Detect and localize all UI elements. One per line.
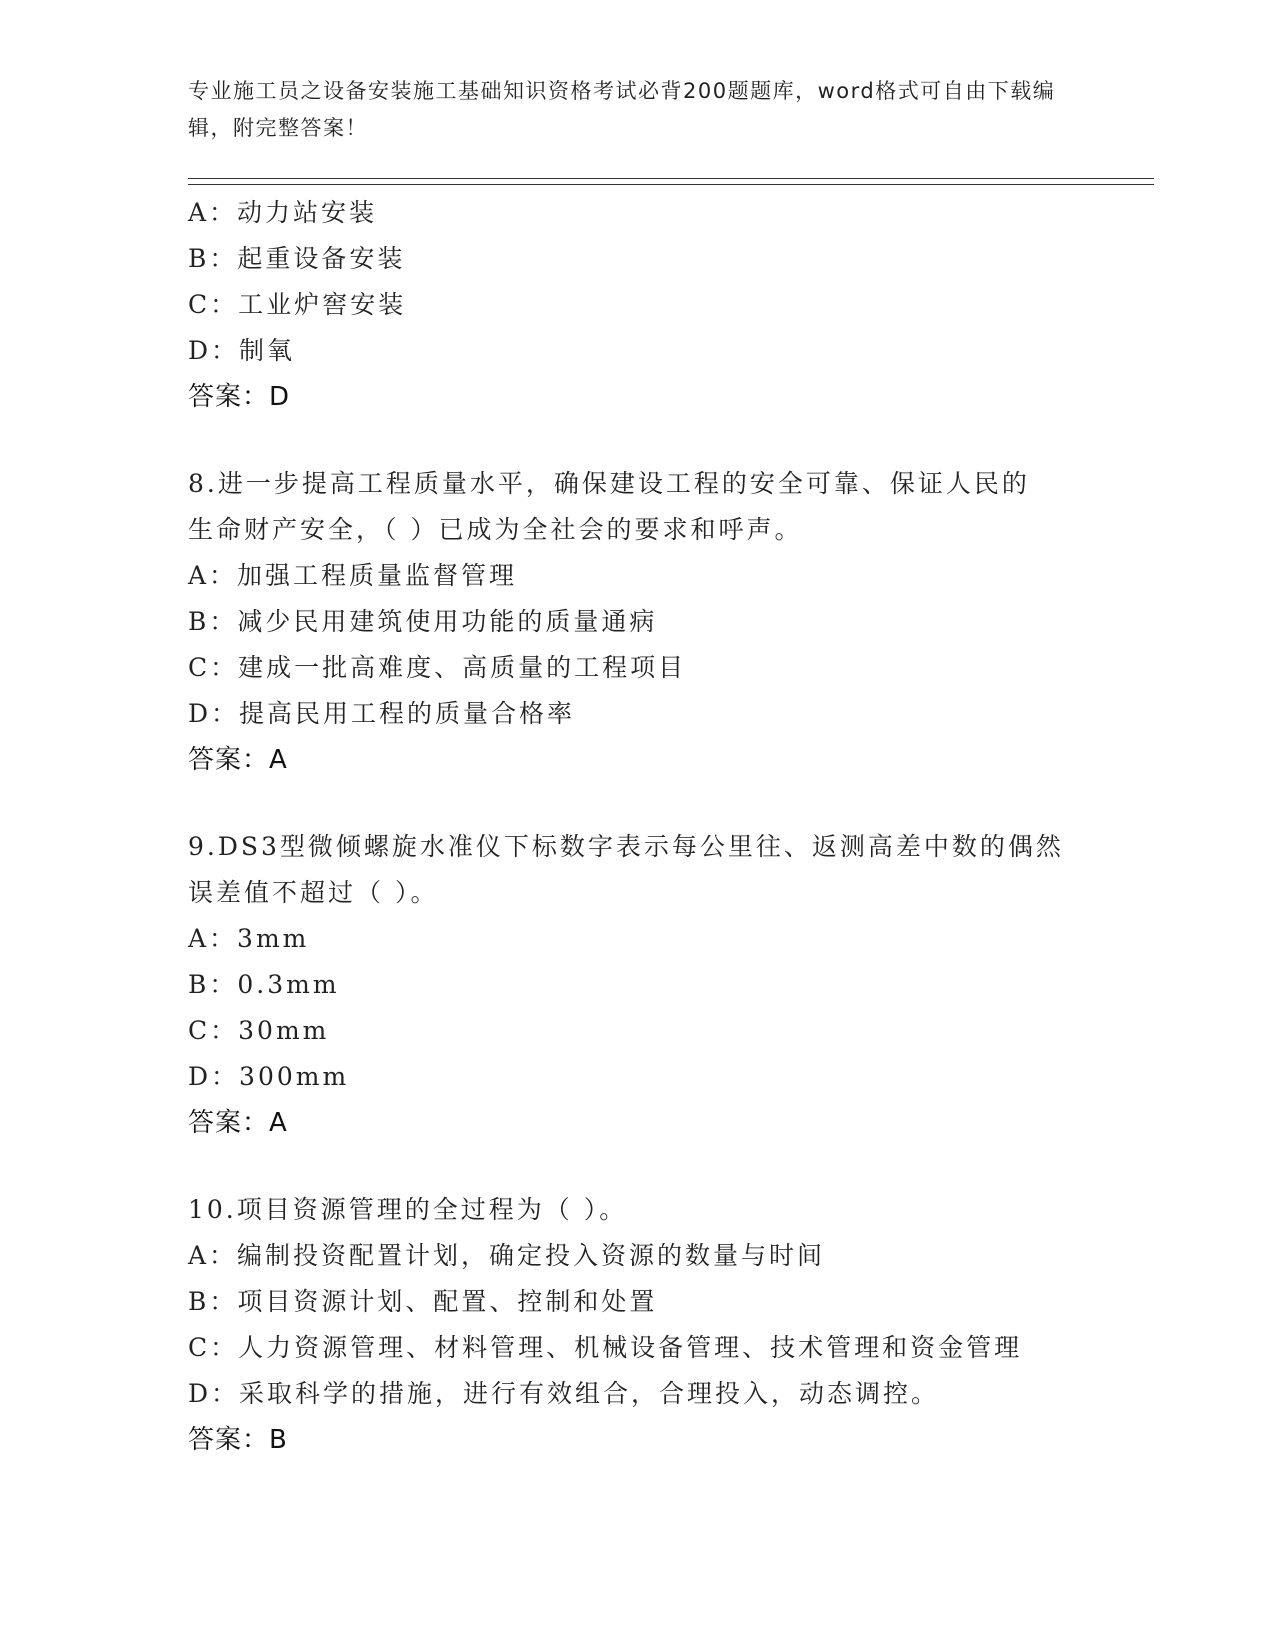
document-header: 专业施工员之设备安装施工基础知识资格考试必背200题题库，word格式可自由下载编辑，附完整答案！ xyxy=(188,79,1056,140)
option-c: C：30mm xyxy=(188,1016,330,1045)
question-stem-continued: 误差值不超过（ ）。 xyxy=(188,878,439,907)
spacer xyxy=(188,1146,1148,1187)
option-c: C：人力资源管理、材料管理、机械设备管理、技术管理和资金管理 xyxy=(188,1333,1023,1362)
answer-line: 答案：A xyxy=(188,745,288,775)
question-stem: 10.项目资源管理的全过程为（ ）。 xyxy=(188,1195,628,1224)
question-stem: 8.进一步提高工程质量水平，确保建设工程的安全可靠、保证人民的 xyxy=(188,469,1030,498)
option-d: D：300mm xyxy=(188,1062,350,1091)
option-a: A：编制投资配置计划，确定投入资源的数量与时间 xyxy=(188,1241,826,1270)
option-d: D：制氧 xyxy=(188,336,296,365)
question-stem-continued: 生命财产安全，（ ）已成为全社会的要求和呼声。 xyxy=(188,515,803,544)
question-9 xyxy=(188,824,1148,1146)
option-a: A：3mm xyxy=(188,924,310,953)
option-c: C：建成一批高难度、高质量的工程项目 xyxy=(188,653,687,682)
spacer xyxy=(188,420,1148,461)
answer-line: 答案：D xyxy=(188,382,291,412)
option-b: B：项目资源计划、配置、控制和处置 xyxy=(188,1287,658,1316)
option-b: B：减少民用建筑使用功能的质量通病 xyxy=(188,607,658,636)
option-b: B：起重设备安装 xyxy=(188,244,406,273)
header-rule-top xyxy=(188,178,1154,179)
answer-line: 答案：B xyxy=(188,1425,288,1455)
header-rule-bottom xyxy=(188,184,1154,185)
option-a: A：动力站安装 xyxy=(188,198,378,227)
answer-line: 答案：A xyxy=(188,1108,288,1138)
spacer xyxy=(188,783,1148,824)
option-b: B：0.3mm xyxy=(188,970,340,999)
question-8 xyxy=(188,461,1148,783)
question-list xyxy=(188,190,1148,1463)
option-d: D：提高民用工程的质量合格率 xyxy=(188,699,576,728)
question-10 xyxy=(188,1187,1148,1463)
option-c: C：工业炉窖安装 xyxy=(188,290,407,319)
question-7 xyxy=(188,190,1148,420)
option-a: A：加强工程质量监督管理 xyxy=(188,561,518,590)
option-d: D：采取科学的措施，进行有效组合，合理投入，动态调控。 xyxy=(188,1379,940,1408)
question-stem: 9.DS3型微倾螺旋水准仪下标数字表示每公里往、返测高差中数的偶然 xyxy=(188,832,1064,861)
